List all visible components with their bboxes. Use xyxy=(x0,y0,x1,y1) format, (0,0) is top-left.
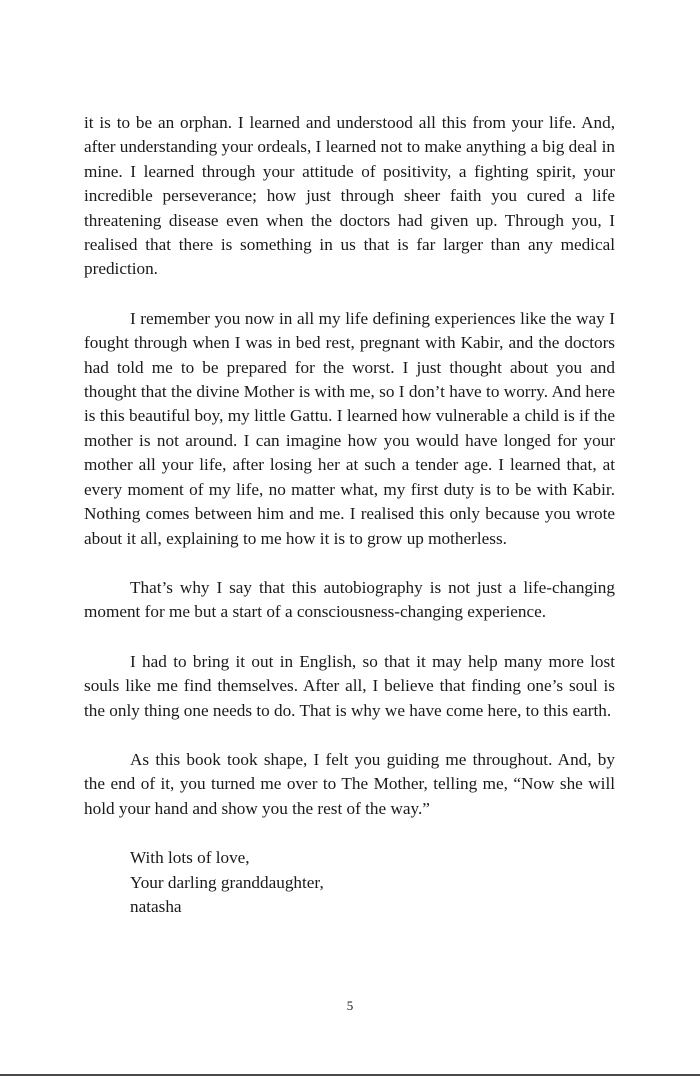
page-bottom-border xyxy=(0,1074,700,1076)
signoff xyxy=(130,846,615,919)
page-body xyxy=(84,111,615,919)
paragraph: I had to bring it out in English, so that it may help many more lost souls like me find themselves. After all, I believe that finding one’s soul is the only thing one needs to do. That is why we have come here, to this earth. xyxy=(84,651,615,720)
page-number: 5 xyxy=(346,998,354,1013)
paragraph: I remember you now in all my life defining experiences like the way I fought through when I was in bed rest, pregnant with Kabir, and the doctors had told me to be prepared for the worst. I just thought about you and thought that the divine Mother is with me, so I don’t have to worry. And here is this beautiful boy, my little Gattu. I learned how vulnerable a child is if the mother is not around. I can imagine how you would have longed for your mother all your life, after losing her at such a tender age. I learned that, at every moment of my life, no matter what, my first duty is to be with Kabir. Nothing comes between him and me. I realised this only because you wrote about it all, explaining to me how it is to grow up motherless. xyxy=(84,308,615,548)
paragraph-continued: it is to be an orphan. I learned and understood all this from your life. And, after understanding your ordeals, I learned not to make anything a big deal in mine. I learned through your attitude of positivity, a fighting spirit, your incredible perseverance; how just through sheer faith you cured a life threatening disease even when the doctors had given up. Through you, I realised that there is something in us that is far larger than any medical prediction. xyxy=(84,113,615,279)
signoff-relation: Your darling granddaughter, xyxy=(130,872,324,892)
paragraph: As this book took shape, I felt you guiding me throughout. And, by the end of it, you turned me over to The Mother, telling me, “Now she will hold your hand and show you the rest of the way.” xyxy=(84,749,615,818)
signoff-closing: With lots of love, xyxy=(130,848,250,868)
signoff-name: natasha xyxy=(130,896,182,916)
paragraph: That’s why I say that this autobiography is not just a life-changing moment for me but a start of a consciousness-changing experience. xyxy=(84,577,615,622)
